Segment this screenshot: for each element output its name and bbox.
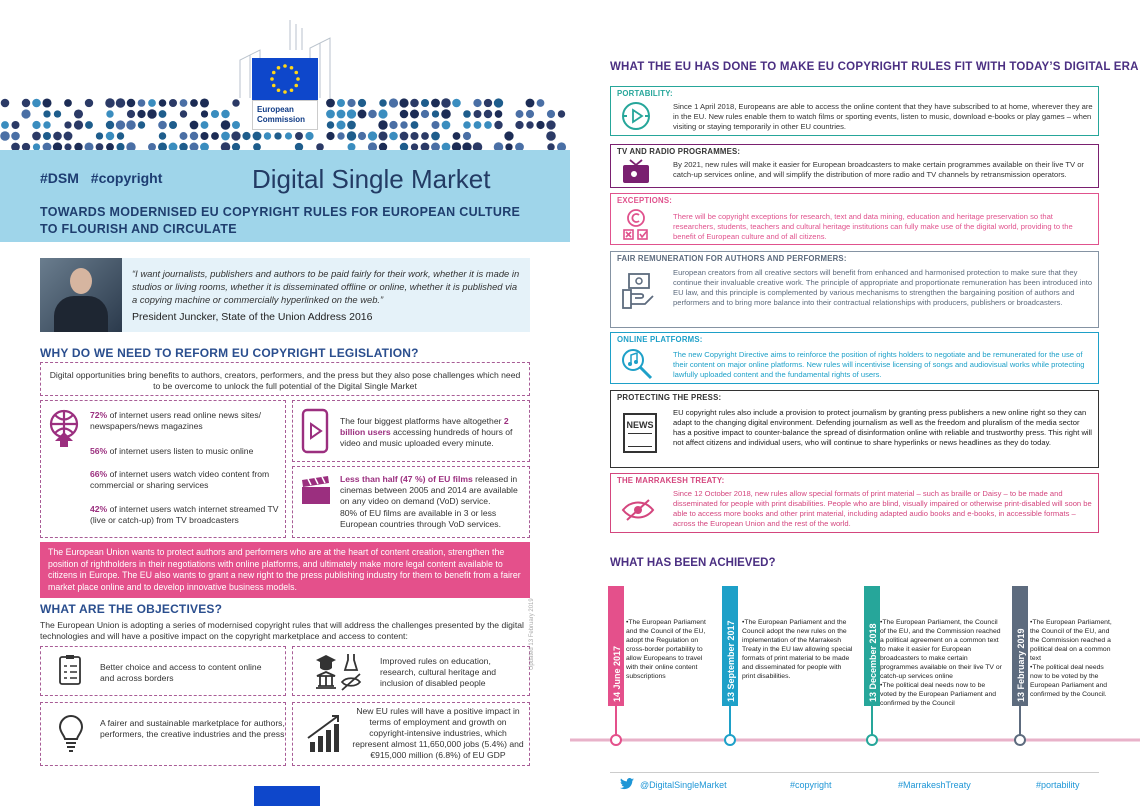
clapperboard-icon	[300, 476, 332, 506]
event-2-text: •The European Parliament and the Council adopt the new rules on the implementation of the Marrakesh Treaty in the EU law allowing special formats of print material to be made and disseminated for people with print disabilities.	[742, 619, 853, 680]
footer-tag-marrakesh[interactable]: #MarrakeshTreaty	[898, 780, 971, 790]
fair-remuneration-text: European creators from all creative sectors will benefit from enhanced and harmonised protection to make sure that they continue their invaluable creative work. The principle of appropriate and proportionate remuneration has been introduced into EU law, and this principle is complemented by various mechanisms to strengthen the bargaining position of authors and performers and to bring more balance into their contractual relationships with producers, publishers or broadcasters.	[673, 268, 1093, 307]
portability-text: Since 1 April 2018, Europeans are able to access the online content that they have subscribed to at home, wherever they are in the EU. New rules enable them to watch films or sporting events, listen to music, download e-books or play games – when visiting or staying temporarily in other EU countries.	[673, 102, 1093, 131]
checklist-icon	[58, 654, 82, 686]
films-text: Less than half (47 %) of EU films released in cinemas between 2005 and 2014 are available on any video on demand (VoD) service.	[340, 474, 518, 506]
achieved-heading: WHAT HAS BEEN ACHIEVED?	[610, 557, 776, 569]
updated-date: Updated 13 February 2019	[529, 598, 535, 670]
marrakesh-box	[610, 473, 1099, 533]
objectives-heading: WHAT ARE THE OBJECTIVES?	[40, 602, 223, 616]
quote-author: President Juncker, State of the Union Address 2016	[132, 311, 373, 323]
hero-hashtags: #DSM #copyright	[40, 170, 163, 186]
lightbulb-icon	[58, 714, 84, 752]
money-hand-icon	[621, 272, 655, 310]
right-page	[570, 0, 1140, 806]
event-4-text: •The European Parliament, the Council of the EU, and the Commission reached a political deal on a common text •The political deal needs now to be voted by the European Parliament and confirmed by the Council.	[1030, 619, 1112, 698]
brand-line1: European	[257, 105, 294, 114]
globe-upload-icon	[46, 408, 82, 448]
bottom-flag-square	[254, 786, 320, 806]
page-title: Digital Single Market	[252, 164, 491, 194]
footer-tag-portability[interactable]: #portability	[1036, 780, 1080, 790]
brand-line2: Commission	[257, 115, 306, 124]
protecting-press-label: PROTECTING THE PRESS:	[617, 393, 722, 402]
online-platforms-box	[610, 332, 1099, 384]
stat-2: 56% of internet users listen to music online	[90, 446, 254, 456]
tv-radio-label: TV AND RADIO PROGRAMMES:	[617, 147, 741, 156]
timeline-dot-3	[867, 735, 877, 745]
footer-tag-copyright[interactable]: #copyright	[790, 780, 832, 790]
protecting-press-text: EU copyright rules also include a provision to protect journalism by granting press publishers a new online right so they can adapt to the changing digital environment. Defending journalism as well as the freedom and pluralism of the media sector has a positive impact to counter-balance the spread of disinformation online with reliable and trustworthy press. This right will not affect citizens and individual users, who will continue to share hyperlinks or news headlines as they do today.	[673, 408, 1092, 447]
timeline-date-1: 14 June 2017	[612, 645, 622, 702]
timeline-dot-2	[725, 735, 735, 745]
timeline-dot-4	[1015, 735, 1025, 745]
play-circle-icon	[621, 101, 651, 131]
search-music-icon	[621, 348, 653, 380]
footer-divider	[610, 772, 1099, 773]
timeline-date-4: 13 February 2019	[1016, 628, 1026, 702]
page-subtitle: TOWARDS MODERNISED EU COPYRIGHT RULES FOR EUROPEAN CULTURE TO FLOURISH AND CIRCULATE	[40, 205, 521, 236]
protecting-press-box	[610, 390, 1099, 468]
education-research-icons	[314, 652, 364, 692]
timeline-dot-1	[611, 735, 621, 745]
films-text-2: 80% of EU films are available in 3 or less European countries through VoD services.	[340, 508, 501, 529]
objective-2: Improved rules on education, research, cultural heritage and inclusion of disabled people	[380, 656, 497, 688]
stat-4: 42% of internet users watch internet streamed TV (live or catch-up) from TV broadcasters	[90, 504, 279, 525]
portability-label: PORTABILITY:	[617, 89, 673, 98]
fair-remuneration-label: FAIR REMUNERATION FOR AUTHORS AND PERFORMERS:	[617, 254, 847, 263]
tv-radio-text: By 2021, new rules will make it easier for European broadcasters to make certain programmes available on their live TV or catch-up services online, and will simplify the distribution of more radio and TV channels by retransmission operators.	[673, 160, 1084, 179]
footer-twitter[interactable]: @DigitalSingleMarket	[640, 780, 727, 790]
exceptions-box	[610, 193, 1099, 245]
tv-icon	[621, 159, 651, 185]
event-1-text: •The European Parliament and the Council of the EU, adopt the Regulation on cross-border portability to allow Europeans to travel with their online content subscriptions	[626, 619, 706, 680]
objective-4: New EU rules will have a positive impact in terms of employment and growth on copyright-intensive industries, which represent almost 11,650,000 jobs (5.4%) and €915,000 million (6.8%) of EU GDP	[352, 706, 524, 760]
growth-chart-icon	[306, 714, 344, 754]
online-platforms-label: ONLINE PLATFORMS:	[617, 335, 703, 344]
portability-box	[610, 86, 1099, 136]
marrakesh-text: Since 12 October 2018, new rules allow special formats of print material – such as braille or Daisy – to be made and disseminated for people with print disabilities. People who are blind, visually impaired or otherwise print-disabled will soon be able to access more books and other print material, including adapted audio books and e-books, in accessible formats – across the European Union and the rest of the world.	[673, 489, 1092, 528]
exceptions-text: There will be copyright exceptions for research, text and data mining, education and heritage preservation so that researchers, students, teachers and cultural heritage institutions can fully make use of the digital world, providing to the benefit of European culture and of all citizens.	[673, 212, 1073, 241]
exceptions-label: EXCEPTIONS:	[617, 196, 673, 205]
timeline-date-3: 13 December 2018	[868, 623, 878, 702]
newspaper-icon: NEWS	[623, 413, 657, 453]
stat-3: 66% of internet users watch video content from commercial or sharing services	[90, 469, 270, 490]
juncker-photo	[40, 258, 122, 332]
decorative-dots	[0, 98, 570, 154]
online-platforms-text: The new Copyright Directive aims to reinforce the position of rights holders to negotiate and be remunerated for the use of their content on major online platforms. New rules will incentivise licensing of songs and audiovisual works while protecting lawfully uploaded content and the fundamental rights of users.	[673, 350, 1085, 379]
objective-3: A fairer and sustainable marketplace for authors, performers, the creative industries and the press	[100, 718, 285, 739]
objective-1: Better choice and access to content online and across borders	[100, 662, 262, 683]
why-heading: WHY DO WE NEED TO REFORM EU COPYRIGHT LEGISLATION?	[40, 346, 419, 360]
objectives-intro: The European Union is adopting a series of modernised copyright rules that will address the challenges presented by the digital technologies and will have a positive impact on the copyright marketplace and access to content:	[40, 620, 524, 641]
stat-1: 72% of internet users read online news sites/ newspapers/news magazines	[90, 410, 262, 431]
copyright-icon	[621, 209, 651, 241]
why-intro: Digital opportunities bring benefits to authors, creators, performers, and the press but they also pose challenges which need to be overcome to unlock the full potential of the Digital Single Market	[49, 370, 521, 391]
timeline-date-2: 13 September 2017	[726, 620, 736, 702]
platforms-text: The four biggest platforms have altogether 2 billion users accessing hundreds of hours of video and music uploaded every minute.	[340, 416, 513, 448]
fair-remuneration-box	[610, 251, 1099, 328]
eye-crossed-icon	[621, 498, 655, 522]
event-3-text: •The European Parliament, the Council of the EU, and the Commission reached a political agreement on a common text to make it easier for European broadcasters to make certain programmes available on their live TV or catch-up services online •The political deal needs now to be voted by the European Parliament and confirmed by the Council	[880, 619, 1002, 707]
eu-aims-banner: The European Union wants to protect authors and performers who are at the heart of content creation, strengthen the position of rightholders in their negotiations with online platforms, and ultimately make more legal content available to citizens in Europe. The EU also wants to grant a new right to the press publishing industry for them to benefit from a fairer market place online and to develop innovative business models.	[40, 542, 530, 598]
quote-text: “I want journalists, publishers and authors to be paid fairly for their work, whether it is made in studios or living rooms, whether it is disseminated offline or online, whether it is published via a copying machine or commercially hyperlinked on the web.”	[132, 268, 520, 305]
tv-radio-box	[610, 144, 1099, 188]
eu-flag-logo	[252, 58, 318, 100]
right-title: WHAT THE EU HAS DONE TO MAKE EU COPYRIGHT RULES FIT WITH TODAY’S DIGITAL ERA	[610, 61, 1139, 73]
twitter-icon	[620, 778, 634, 790]
smartphone-play-icon	[300, 408, 330, 454]
marrakesh-label: THE MARRAKESH TREATY:	[617, 476, 725, 485]
